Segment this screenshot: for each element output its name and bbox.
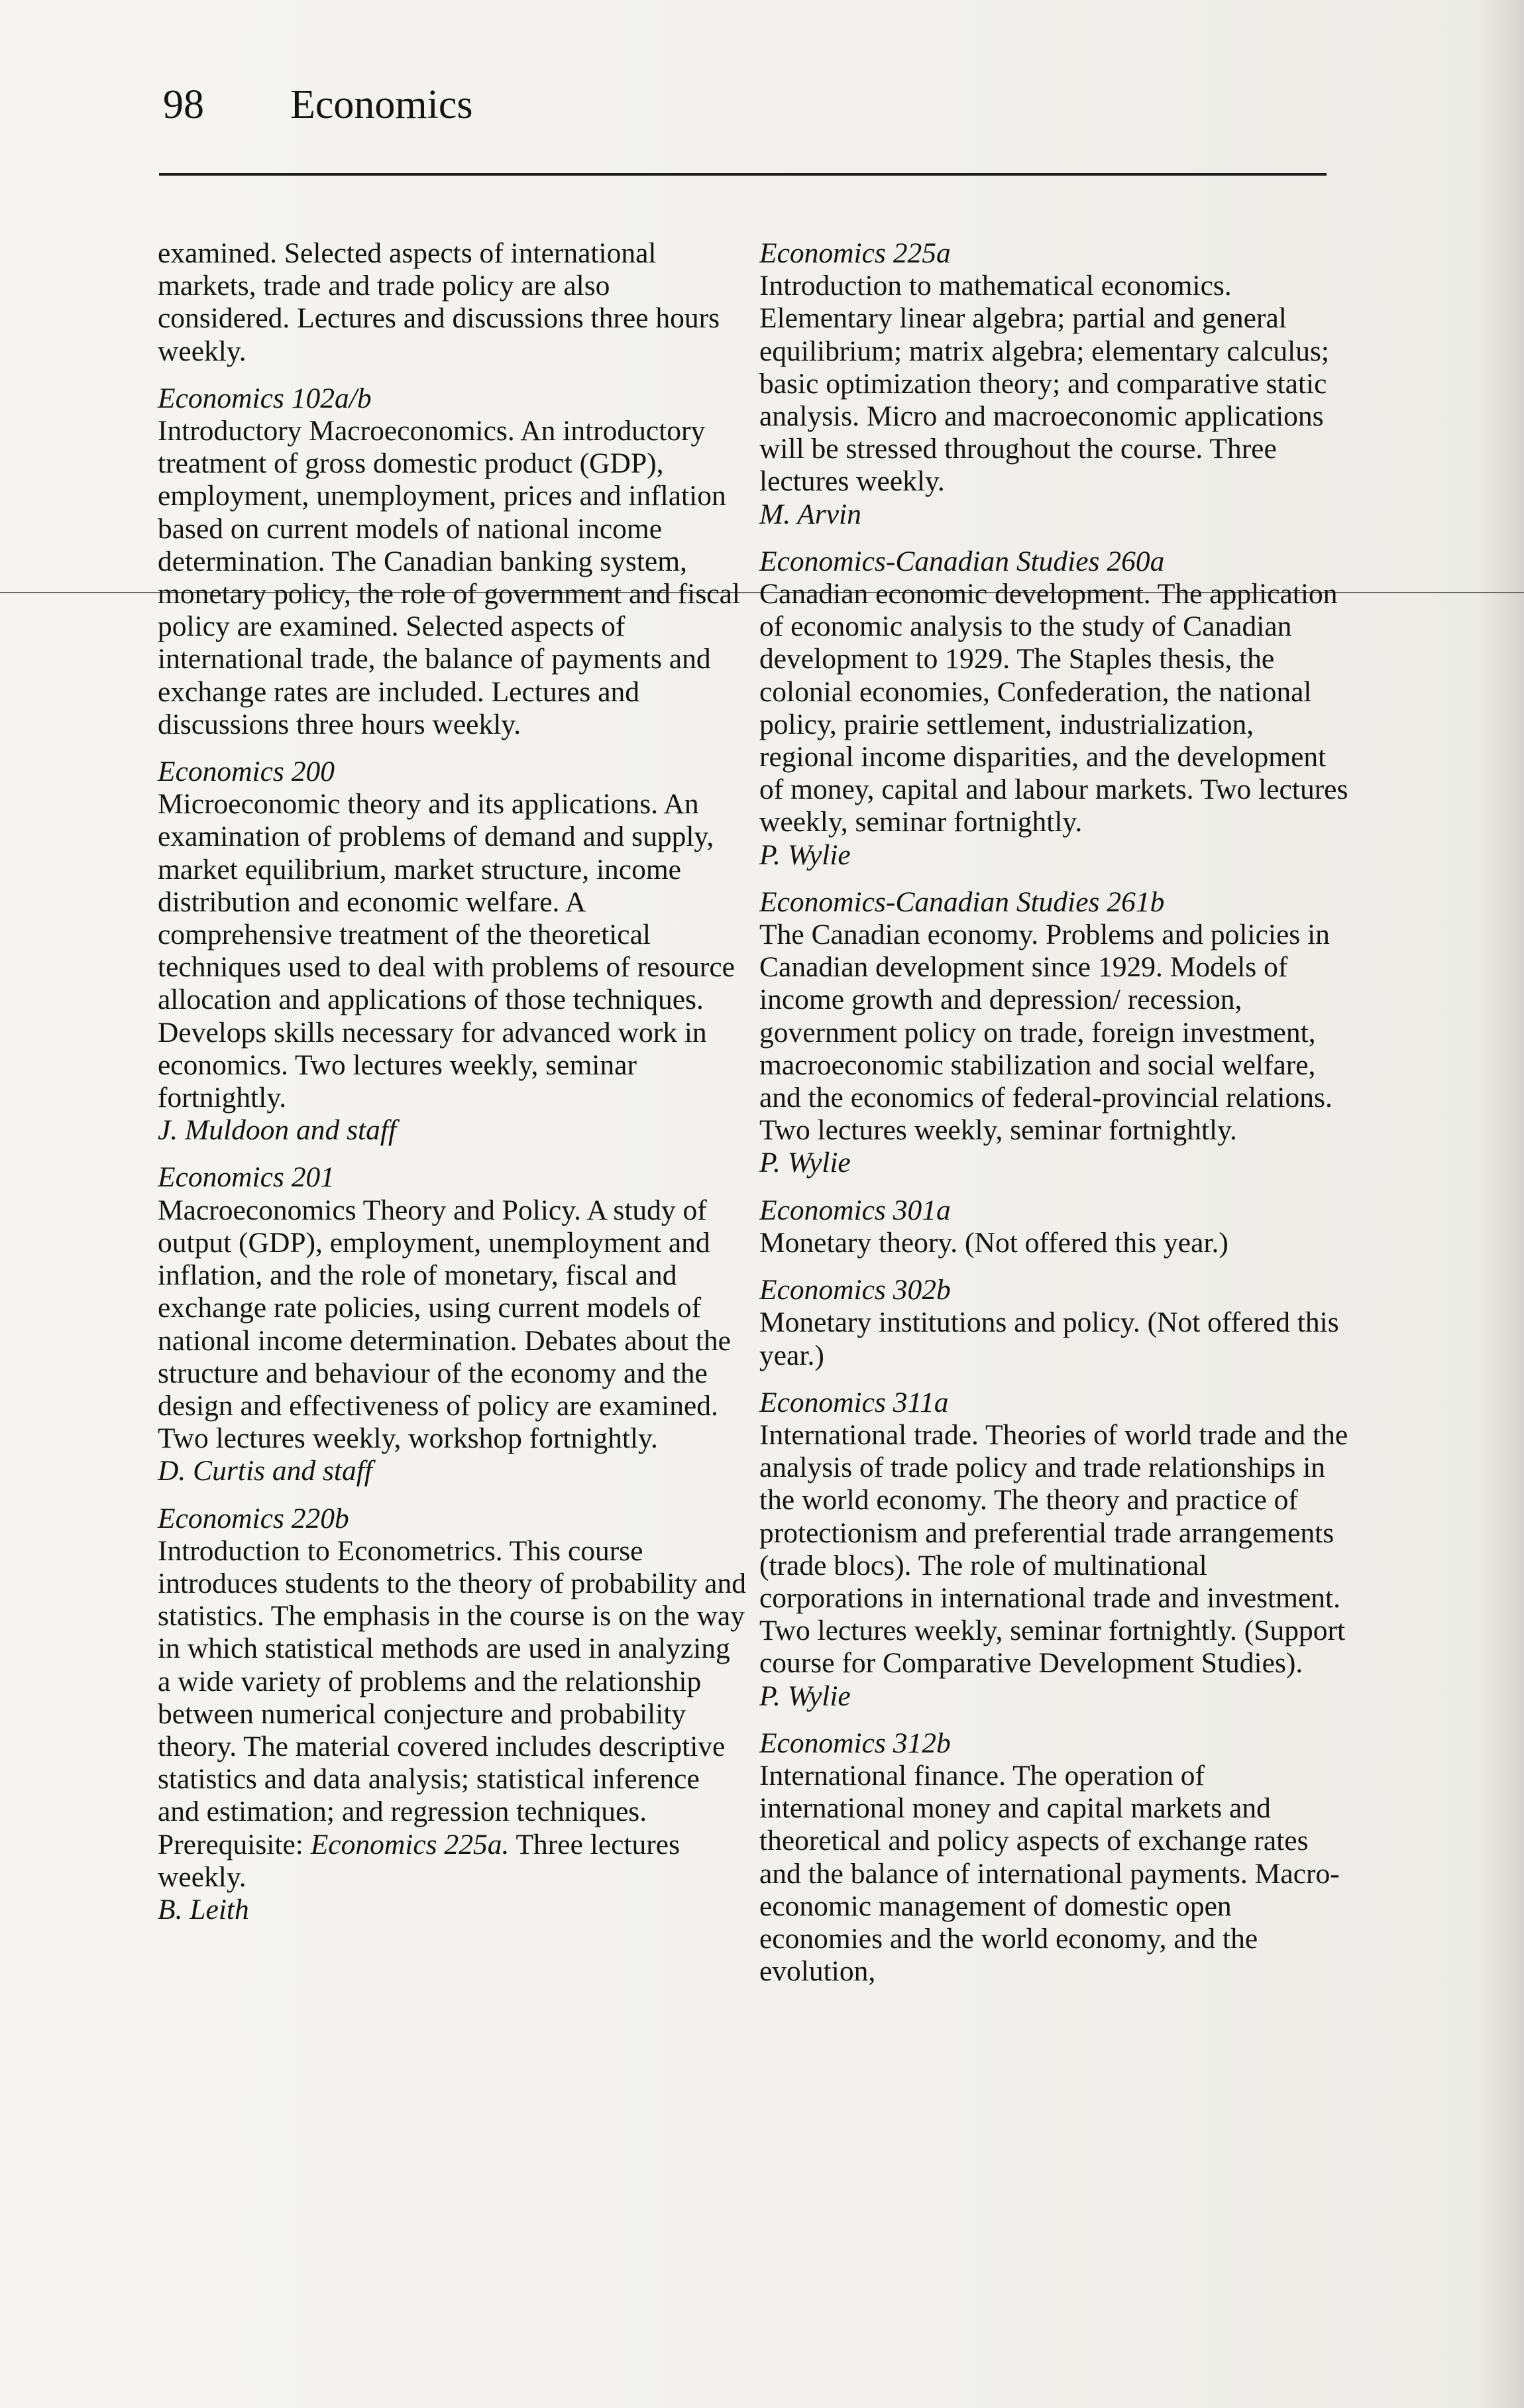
- page-header: [159, 78, 1327, 178]
- course-entry: [759, 237, 1349, 531]
- course-description: International finance. The operation of international money and capital markets and theoretical and policy aspects of exchange rates and the balance of international payments. Macro-economic management of domestic open economies and the world economy, and the evolution,: [759, 1759, 1340, 1988]
- course-description: Canadian economic development. The application of economic analysis to the study of Canadian development to 1929. The Staples thesis, the colonial economies, Confederation, the national policy, prairie settlement, industrialization, regional income disparities, and the development of money, capital and labour markets. Two lectures weekly, seminar fortnightly.: [759, 578, 1348, 838]
- page-edge-shadow: [1478, 0, 1524, 2408]
- course-description: [158, 1535, 747, 1894]
- course-description: Monetary theory. (Not offered this year.): [759, 1226, 1228, 1259]
- course-description: Monetary institutions and policy. (Not offered this year.): [759, 1306, 1339, 1371]
- course-description: Introduction to mathematical economics. Elementary linear algebra; partial and general equilibrium; matrix algebra; elementary calculus; basic optimization theory; and comparative static analysis. Micro and macroeconomic applications will be stressed throughout the course. Three lectures weekly.: [759, 270, 1330, 498]
- course-title: Economics 311a: [759, 1386, 949, 1418]
- course-title: Economics 102a/b: [158, 382, 372, 414]
- course-title: Economics 220b: [158, 1502, 349, 1534]
- course-instructor: P. Wylie: [759, 838, 851, 871]
- course-entry: [158, 382, 747, 741]
- course-description: The Canadian economy. Problems and policies in Canadian development since 1929. Models of income growth and depression/ recession, government policy on trade, foreign investment, macroeconomic stabilization and social welfare, and the economics of federal-provincial relations. Two lectures weekly, seminar fortnightly.: [759, 919, 1333, 1147]
- prerequisite-tail: Three lectures weekly.: [158, 1828, 680, 1893]
- course-title: Economics-Canadian Studies 261b: [759, 886, 1165, 918]
- course-instructor: M. Arvin: [759, 498, 861, 530]
- course-instructor: P. Wylie: [759, 1147, 851, 1179]
- course-entry: [158, 1161, 747, 1487]
- course-description: Macroeconomics Theory and Policy. A study of output (GDP), employment, unemployment and inflation, and the role of monetary, fiscal and exchange rate policies, using current models of national income determination. Debates about the structure and behaviour of the economy and the design and effectiveness of policy are examined. Two lectures weekly, workshop fortnightly.: [158, 1194, 731, 1455]
- course-entry: [158, 756, 747, 1147]
- continued-text: examined. Selected aspects of international markets, trade and trade policy are also considered. Lectures and discussions three hours weekly.: [158, 237, 720, 367]
- course-entry: [759, 545, 1349, 872]
- course-entry: [759, 886, 1349, 1180]
- course-title: Economics 200: [158, 756, 335, 788]
- course-entry: [158, 1503, 747, 1927]
- course-entry: [759, 1194, 1349, 1259]
- header-rule: [159, 173, 1327, 176]
- course-title: Economics 201: [158, 1161, 335, 1194]
- course-title: Economics 302b: [759, 1274, 951, 1306]
- course-description: Microeconomic theory and its applications. An examination of problems of demand and supply, market equilibrium, market structure, income distribution and economic welfare. A comprehensive treatment of the theoretical techniques used to deal with problems of resource allocation and applications of those techniques. Develops skills necessary for advanced work in economics. Two lectures weekly, seminar fortnightly.: [158, 788, 735, 1114]
- course-description-text: Introduction to Econometrics. This course introduces students to the theory of probability and statistics. The emphasis in the course is on the way in which statistical methods are used in analyzing a wide variety of problems and the relationship between numerical conjecture and probability theory. The material covered includes descriptive statistics and data analysis; statistical inference and estimation; and regression techniques.: [158, 1534, 746, 1828]
- course-title: Economics-Canadian Studies 260a: [759, 545, 1165, 577]
- course-instructor: P. Wylie: [759, 1680, 851, 1712]
- running-head: Economics: [290, 82, 473, 127]
- right-column: [759, 237, 1349, 2002]
- course-entry: [759, 1387, 1349, 1713]
- course-instructor: D. Curtis and staff: [158, 1455, 372, 1487]
- course-title: Economics 301a: [759, 1194, 951, 1226]
- page-number: 98: [163, 82, 204, 127]
- left-column: [158, 237, 747, 1941]
- course-description: Introductory Macroeconomics. An introductory treatment of gross domestic product (GDP), employment, unemployment, prices and inflation based on current models of national income determination. The Canadian banking system, monetary policy, the role of government and fiscal policy are examined. Selected aspects of international trade, the balance of payments and exchange rates are included. Lectures and discussions three hours weekly.: [158, 415, 740, 740]
- course-instructor: J. Muldoon and staff: [158, 1114, 397, 1147]
- prerequisite-course: Economics 225a.: [310, 1828, 510, 1861]
- course-instructor: B. Leith: [158, 1893, 249, 1925]
- course-title: Economics 225a: [759, 237, 951, 269]
- course-entry: [759, 1274, 1349, 1372]
- course-description: International trade. Theories of world trade and the analysis of trade policy and trade relationships in the world economy. The theory and practice of protectionism and preferential trade arrangements (trade blocs). The role of multinational corporations in international trade and investment. Two lectures weekly, seminar fortnightly. (Support course for Comparative Development Studies).: [759, 1418, 1348, 1680]
- course-entry: [759, 1727, 1349, 1988]
- prerequisite-label: Prerequisite:: [158, 1828, 303, 1861]
- course-title: Economics 312b: [759, 1727, 951, 1759]
